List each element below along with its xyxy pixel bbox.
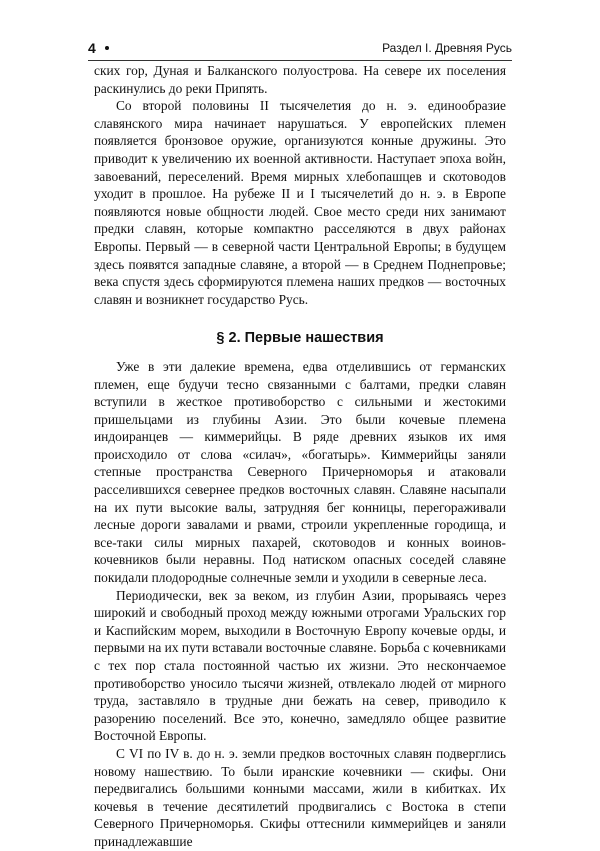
page-number: 4 [88, 40, 96, 56]
paragraph: ских гор, Дуная и Балканского полуострова. На севере их поселения раскинулись до реки Припять. [94, 63, 506, 96]
paragraph: С VI по IV в. до н. э. земли предков восточных славян подверглись новому нашествию. То были иранские кочевники — скифы. Они передвигались большими конными массами, жили в кибитках. Их кочевья в течение десятилетий продвигались с Востока в степи Северного Причерноморья. Скифы оттеснили киммерийцев и заняли принадлежавшие [94, 745, 506, 849]
page-header [88, 40, 512, 56]
paragraph: Со второй половины II тысячелетия до н. э. единообразие славянского мира начинает нарушаться. У европейских племен появляется бронзовое оружие, организуются конные дружины. Это приводит к увеличению их военной активности. Наступает эпоха войн, завоеваний, переселений. Время мирных хлебопашцев и скотоводов уходит в прошлое. На рубеже II и I тысячелетий до н. э. в Европе появляются новые общности людей. Свое место среди них занимают предки славян, которые компактно расселяются в двух районах Европы. Первый — в северной части Центральной Европы; в будущем здесь появятся западные славяне, а второй — в Среднем Поднепровье; века спустя здесь сформируются племена наших предков — восточных славян и возникнет государство Русь. [94, 98, 506, 307]
bullet-dot [105, 46, 109, 50]
paragraph: Периодически, век за веком, из глубин Азии, прорываясь через широкий и свободный проход между южными отрогами Уральских гор и Каспийским морем, выходили в Восточную Европу кочевые орды, и первыми на их пути вставали восточные славяне. Борьба с кочевниками с тех пор стала постоянной частью их жизни. Это нескончаемое противоборство уносило тысячи жизней, отвлекало людей от мирного труда, заставляло в трудные дни бежать на север, приводило к разорению поселений. Все это, конечно, замедляло общее развитие Восточной Европы. [94, 587, 506, 744]
section-heading: § 2. Первые нашествия [216, 330, 384, 347]
paragraph: Уже в эти далекие времена, едва отделившись от германских племен, еще будучи тесно связанными с балтами, предки славян вступили в жесткое противоборство с сильными и жестокими пришельцами из глубины Азии. Это были кочевые племена индоиранцев — киммерийцы. В ряде древних языков их имя происходило от слова «силач», «богатырь». Киммерийцы заняли степные пространства Северного Причерноморья и атаковали расселившихся севернее предков восточных славян. Славяне насыпали на их пути высокие валы, затрудняя бег конницы, перегораживали лесные дороги завалами и рвами, строили укрепленные городища, и все-таки силы мирных пахарей, скотоводов и конных воинов-кочевников были неравны. Под натиском опасных соседей славяне покидали плодородные солнечные земли и уходили в северные леса. [94, 358, 506, 586]
page-number-group [88, 40, 109, 56]
header-rule [88, 60, 512, 61]
running-section-title: Раздел I. Древняя Русь [382, 41, 512, 55]
page-body [94, 62, 506, 851]
